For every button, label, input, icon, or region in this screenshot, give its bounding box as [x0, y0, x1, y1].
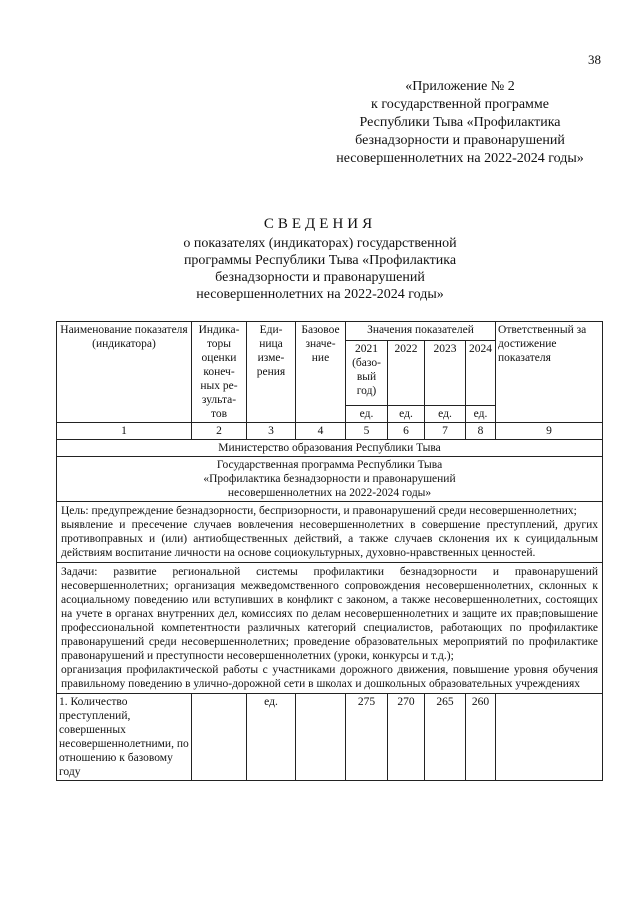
indicators-table: [56, 321, 603, 781]
header-year-2024: 2024: [466, 340, 496, 405]
appendix-line: к государственной программе: [371, 97, 549, 112]
row-responsible: [496, 694, 603, 781]
goal-row: [57, 502, 603, 563]
goal-paragraph: выявление и пресечение случаев вовлечения несовершеннолетних в совершение преступлений, других противоправных и (или) антиобщественных действий, а также случаев склонения их к суицидальным действиям воспитание личности на основе социокультурных, духовно-нравственных ценностей.: [61, 519, 599, 559]
header-unit-sub: ед.: [425, 406, 466, 423]
title-line: о показателях (индикаторах) государственной: [183, 236, 457, 251]
tasks-row: [57, 563, 603, 694]
header-year-2023: 2023: [425, 340, 466, 405]
header-unit: Еди-ница изме-рения: [247, 322, 296, 423]
row-unit: ед.: [247, 694, 296, 781]
header-indicator: Индика-торы оценки конеч-ных ре-зульта-тов: [192, 322, 247, 423]
header-unit-sub: ед.: [388, 406, 425, 423]
header-responsible: Ответственный за достижение показателя: [496, 322, 603, 423]
program-row: [57, 457, 603, 502]
header-year-2021: 2021 (базо-вый год): [346, 340, 388, 405]
row-name: 1. Количество преступлений, совершенных несовершеннолетними, по отношению к базовому году: [57, 694, 192, 781]
program-line: несовершеннолетних на 2022-2024 годы»: [227, 487, 432, 499]
title-line: безнадзорности и правонарушений: [215, 270, 425, 285]
column-number: 4: [296, 423, 346, 440]
row-value-2024: 260: [466, 694, 496, 781]
row-value-2023: 265: [425, 694, 466, 781]
appendix-line: Республики Тыва «Профилактика: [359, 115, 561, 130]
column-number: 8: [466, 423, 496, 440]
column-number: 5: [346, 423, 388, 440]
title-line: несовершеннолетних на 2022-2024 годы»: [196, 287, 444, 302]
tasks-paragraph: организация профилактической работы с участниками дорожного движения, повышение уровня обучения правильному поведению в улично-дорожной сети в школах и дошкольных образовательных учреждениях: [61, 664, 599, 690]
program-line: Государственная программа Республики Тыва: [216, 459, 443, 471]
row-indicator: [192, 694, 247, 781]
appendix-line: «Приложение № 2: [405, 79, 515, 94]
title-heading: СВЕДЕНИЯ: [263, 216, 377, 232]
header-year-2022: 2022: [388, 340, 425, 405]
header-name: Наименование показателя (индикатора): [57, 322, 192, 423]
program-line: «Профилактика безнадзорности и правонарушений: [203, 473, 456, 485]
header-base: Базовое значе-ние: [296, 322, 346, 423]
appendix-line: несовершеннолетних на 2022-2024 годы»: [336, 151, 584, 166]
row-value-2022: 270: [388, 694, 425, 781]
row-value-2021: 275: [346, 694, 388, 781]
appendix-line: безнадзорности и правонарушений: [355, 133, 565, 148]
appendix-note: [300, 78, 620, 168]
header-unit-sub: ед.: [346, 406, 388, 423]
column-number: 1: [57, 423, 192, 440]
column-number: 6: [388, 423, 425, 440]
document-title: [120, 216, 520, 303]
header-values-group: Значения показателей: [346, 322, 496, 341]
header-unit-sub: ед.: [466, 406, 496, 423]
column-number: 2: [192, 423, 247, 440]
ministry-row: Министерство образования Республики Тыва: [57, 440, 603, 457]
title-line: программы Республики Тыва «Профилактика: [183, 253, 457, 268]
goal-paragraph: Цель: предупреждение безнадзорности, беспризорности, и правонарушений среди несовершеннолетних;: [61, 505, 577, 517]
table-row: [57, 694, 603, 781]
column-number: 9: [496, 423, 603, 440]
column-number: 3: [247, 423, 296, 440]
page-number: 38: [588, 52, 601, 67]
tasks-paragraph: Задачи: развитие региональной системы профилактики безнадзорности и правонарушений несовершеннолетних; организация межведомственного сопровождения несовершеннолетних, склонных к асоциальному поведению или вступивших в конфликт с законом, а также несовершеннолетних, состоящих на учете в органах внутренних дел, комиссиях по делам несовершеннолетних и защите их прав;повышение профессиональной компетентности различных категорий специалистов, работающих по профилактике правонарушений среди несовершеннолетних; проведение образовательных мероприятий по профилактике правонарушений и преступности несовершеннолетних (уроки, конкурсы и т.д.);: [61, 566, 599, 662]
row-base: [296, 694, 346, 781]
column-number: 7: [425, 423, 466, 440]
